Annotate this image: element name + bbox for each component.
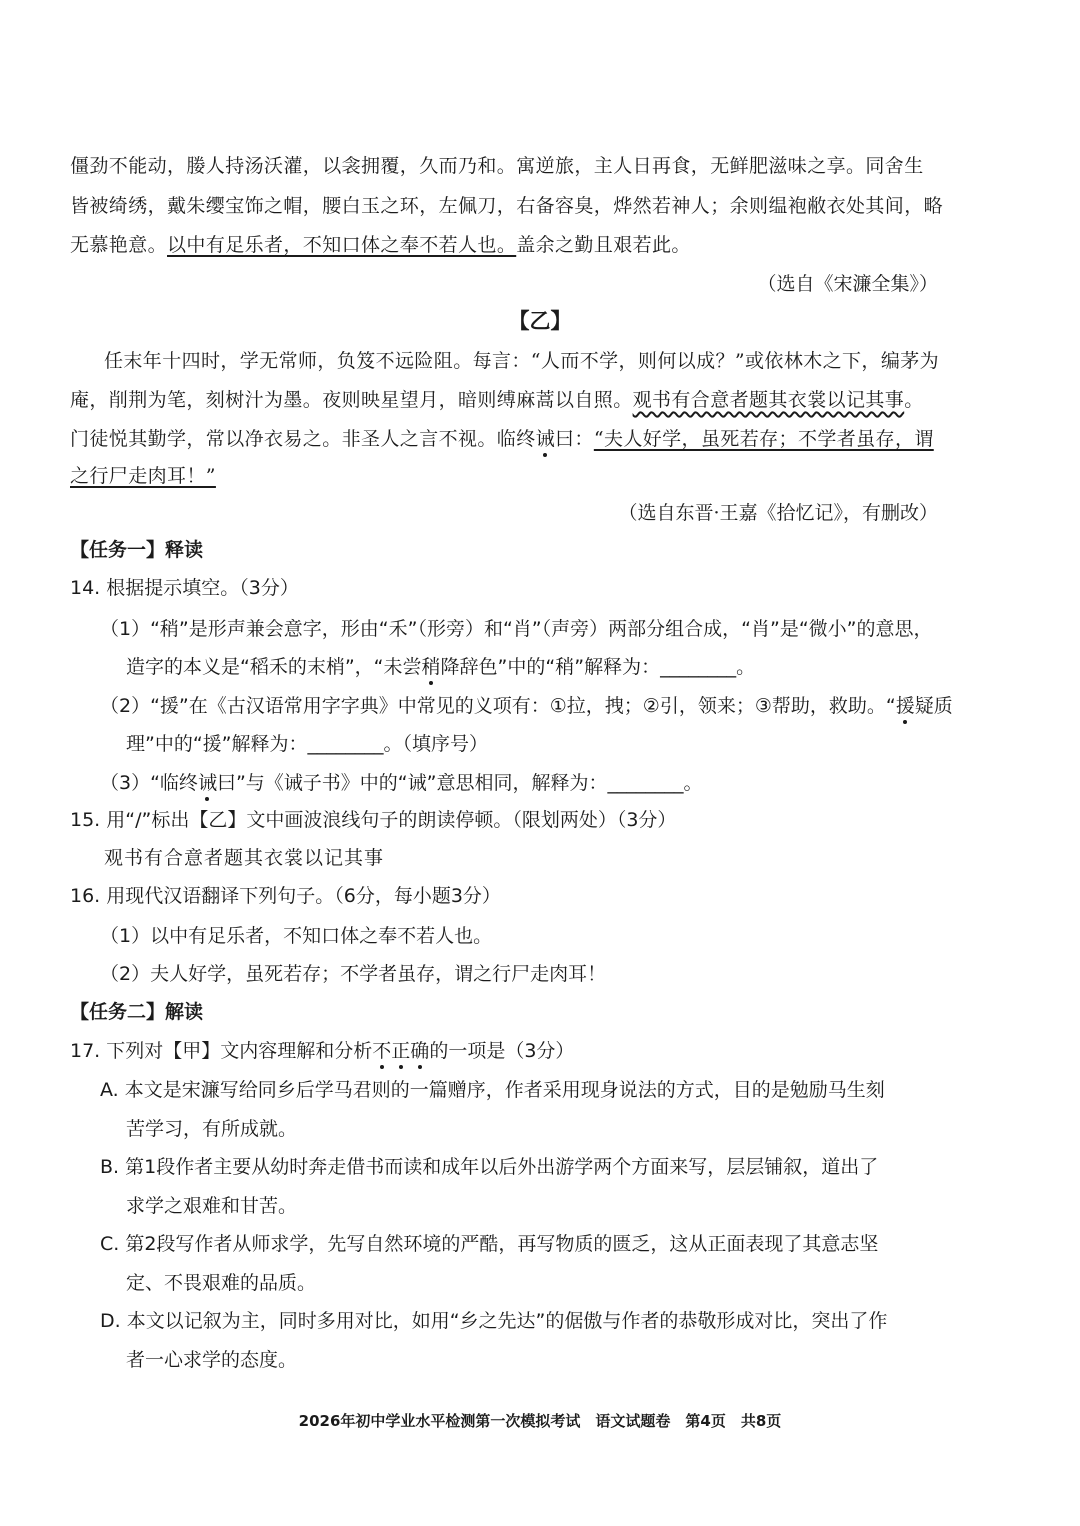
q17-option-a-line-1: A. 本文是宋濂写给同乡后学马君则的一篇赠序，作者采用现身说法的方式，目的是勉励马生刻 <box>100 1079 885 1101</box>
q14-2-line-1 <box>100 694 953 718</box>
q14-2-dotted-yuan: 援 <box>895 695 915 717</box>
page-footer: 2026年初中学业水平检测第一次模拟考试 语文试题卷 第4页 共8页 <box>298 1412 782 1430</box>
jia-line-3-end: 盖余之勤且艰若此。 <box>516 234 691 256</box>
q16-1: （1）以中有足乐者，不知口体之奉不若人也。 <box>100 925 493 947</box>
q15-stem: 15. 用“/”标出【乙】文中画波浪线句子的朗读停顿。（限划两处）（3分） <box>70 809 677 831</box>
yi-line-1: 任末年十四时，学无常师，负笈不远险阻。每言：“人而不学，则何以成？”或依林木之下，编茅为 <box>104 350 940 372</box>
yi-line-3-yue: 曰： <box>555 428 594 450</box>
q14-1-dotted-shao: 稍 <box>421 656 441 678</box>
q17-option-c-line-1: C. 第2段写作者从师求学，先写自然环境的严酷，再写物质的匮乏，这从正面表现了其意志坚 <box>100 1233 879 1255</box>
q17-post: 的一项是（3分） <box>429 1040 575 1062</box>
q17-dotted-que: 确 <box>410 1040 430 1062</box>
q14-3-pre: （3）“临终 <box>100 772 198 794</box>
q14-1-pre: 造字的本义是“稻禾的末梢”，“未尝 <box>126 656 422 678</box>
task2-title: 【任务二】解读 <box>70 1001 204 1023</box>
jia-line-3 <box>70 233 940 257</box>
q17-option-b-line-2: 求学之艰难和甘苦。 <box>126 1195 298 1217</box>
yi-underlined-quote-1: “夫人好学，虽死若存；不学者虽存，谓 <box>593 428 934 450</box>
q14-3 <box>100 771 702 795</box>
yi-line-3-start: 门徒悦其勤学，常以净衣易之。非圣人之言不视。临终 <box>70 428 536 450</box>
yi-line-3 <box>70 427 940 451</box>
yi-line-2 <box>70 388 940 412</box>
q17-dotted-bu: 不 <box>372 1040 392 1062</box>
q17-option-c-line-2: 定、不畏艰难的品质。 <box>126 1272 317 1294</box>
q17-option-b-line-1: B. 第1段作者主要从幼时奔走借书而读和成年以后外出游学两个方面来写，层层铺叙，道出了 <box>100 1156 879 1178</box>
q14-2-post: 疑质 <box>914 695 953 717</box>
task1-title: 【任务一】释读 <box>70 539 204 561</box>
q17-option-d-line-1: D. 本文以记叙为主，同时多用对比，如用“乡之先达”的倨傲与作者的恭敬形成对比，突出了作 <box>100 1310 888 1332</box>
q14-stem: 14. 根据提示填空。（3分） <box>70 577 299 599</box>
yi-dotted-cheng: 诫 <box>535 428 556 450</box>
q16-2: （2）夫人好学，虽死若存；不学者虽存，谓之行尸走肉耳！ <box>100 963 607 985</box>
q14-1-blank: 降辞色”中的“稍”解释为：________。 <box>440 656 756 678</box>
q14-1-line-1: （1）“稍”是形声兼会意字，形由“禾”（形旁）和“肖”（声旁）两部分组合成，“肖”是“微小”的意思， <box>100 618 933 640</box>
q14-3-blank: 曰”与《诫子书》中的“诫”意思相同，解释为：________。 <box>216 772 703 794</box>
yi-line-2-start: 庵，削荆为笔，刻树汁为墨。夜则映星望月，暗则缚麻蒿以自照。 <box>70 389 633 411</box>
yi-line-4 <box>70 464 940 488</box>
q17-pre: 17. 下列对【甲】文内容理解和分析 <box>70 1040 373 1062</box>
q14-2-line-2: 理”中的“援”解释为：________。（填序号） <box>126 733 489 755</box>
jia-source: （选自《宋濂全集》） <box>757 273 938 295</box>
jia-line-1: 僵劲不能动，媵人持汤沃灌，以衾拥覆，久而乃和。寓逆旅，主人日再食，无鲜肥滋味之享。同舍生 <box>70 155 924 177</box>
q17-stem <box>70 1039 574 1063</box>
q17-dotted-zheng: 正 <box>391 1040 411 1062</box>
q16-stem: 16. 用现代汉语翻译下列句子。（6分，每小题3分） <box>70 885 501 907</box>
jia-underlined-sentence: 以中有足乐者，不知口体之奉不若人也。 <box>167 234 517 256</box>
q14-2-pre: （2）“援”在《古汉语常用字字典》中常见的义项有：①拉，拽；②引，领来；③帮助，救助。“ <box>100 695 896 717</box>
yi-line-2-end: 。 <box>904 389 924 411</box>
yi-heading: 【乙】 <box>508 308 572 333</box>
jia-line-3-start: 无慕艳意。 <box>70 234 168 256</box>
q14-3-dotted-cheng: 诫 <box>197 772 217 794</box>
yi-wavy-sentence: 观书有合意者题其衣裳以记其事 <box>632 389 905 411</box>
q15-sentence: 观书有合意者题其衣裳以记其事 <box>104 847 385 869</box>
yi-underlined-quote-2: 之行尸走肉耳！” <box>70 465 216 487</box>
q14-1-line-2 <box>126 655 755 679</box>
q17-option-a-line-2: 苦学习，有所成就。 <box>126 1118 298 1140</box>
jia-line-2: 皆被绮绣，戴朱缨宝饰之帽，腰白玉之环，左佩刀，右备容臭，烨然若神人；余则缊袍敝衣处其间，略 <box>70 195 944 217</box>
yi-source: （选自东晋·王嘉《拾忆记》，有删改） <box>618 502 938 524</box>
q17-option-d-line-2: 者一心求学的态度。 <box>126 1349 298 1371</box>
